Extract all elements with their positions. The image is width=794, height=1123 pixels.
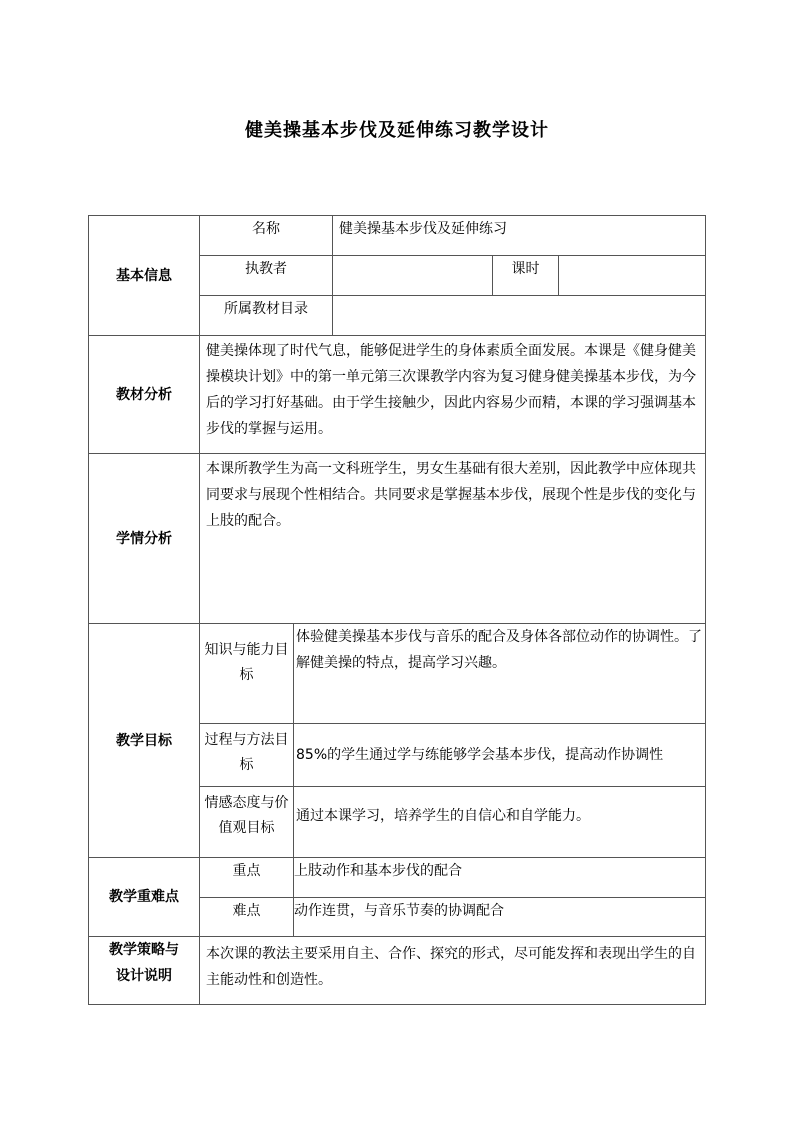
document-title: 健美操基本步伐及延伸练习教学设计: [245, 120, 549, 141]
key-points-header: 教学重难点: [89, 858, 200, 937]
objectives-header: 教学目标: [89, 624, 200, 858]
student-analysis-header: 学情分析: [89, 454, 200, 624]
process-value: 85%的学生通过学与练能够学会基本步伐，提高动作协调性: [294, 724, 706, 787]
knowledge-label: 知识与能力目标: [200, 624, 294, 724]
key-value: 上肢动作和基本步伐的配合: [294, 858, 706, 898]
teacher-label: 执教者: [200, 256, 333, 296]
student-analysis-content: 本课所教学生为高一文科班学生，男女生基础有很大差别，因此教学中应体现共同要求与展现个性相结合。共同要求是掌握基本步伐，展现个性是步伐的变化与上肢的配合。: [200, 454, 706, 624]
process-label: 过程与方法目标: [200, 724, 294, 787]
difficulty-value: 动作连贯，与音乐节奏的协调配合: [294, 898, 706, 937]
lesson-design-table: [88, 215, 706, 1005]
catalog-value: [333, 296, 706, 336]
strategy-header: [89, 937, 200, 1005]
strategy-header-text: 教学策略与设计说明: [109, 942, 179, 984]
hours-label: 课时: [493, 256, 559, 296]
material-analysis-header: 教材分析: [89, 336, 200, 454]
name-value: 健美操基本步伐及延伸练习: [333, 216, 706, 256]
difficulty-label: 难点: [200, 898, 294, 937]
attitude-label: 情感态度与价值观目标: [200, 787, 294, 858]
catalog-label: 所属教材目录: [200, 296, 333, 336]
knowledge-value: 体验健美操基本步伐与音乐的配合及身体各部位动作的协调性。了解健美操的特点，提高学习兴趣。: [294, 624, 706, 724]
material-analysis-content: 健美操体现了时代气息，能够促进学生的身体素质全面发展。本课是《健身健美操模块计划》中的第一单元第三次课教学内容为复习健身健美操基本步伐，为今后的学习打好基础。由于学生接触少，因此内容易少而精，本课的学习强调基本步伐的掌握与运用。: [200, 336, 706, 454]
name-label: 名称: [200, 216, 333, 256]
strategy-content: 本次课的教法主要采用自主、合作、探究的形式，尽可能发挥和表现出学生的自主能动性和创造性。: [200, 937, 706, 1005]
basic-info-header: 基本信息: [89, 216, 200, 336]
attitude-value: 通过本课学习，培养学生的自信心和自学能力。: [294, 787, 706, 858]
teacher-value: [333, 256, 493, 296]
hours-value: [559, 256, 706, 296]
key-label: 重点: [200, 858, 294, 898]
